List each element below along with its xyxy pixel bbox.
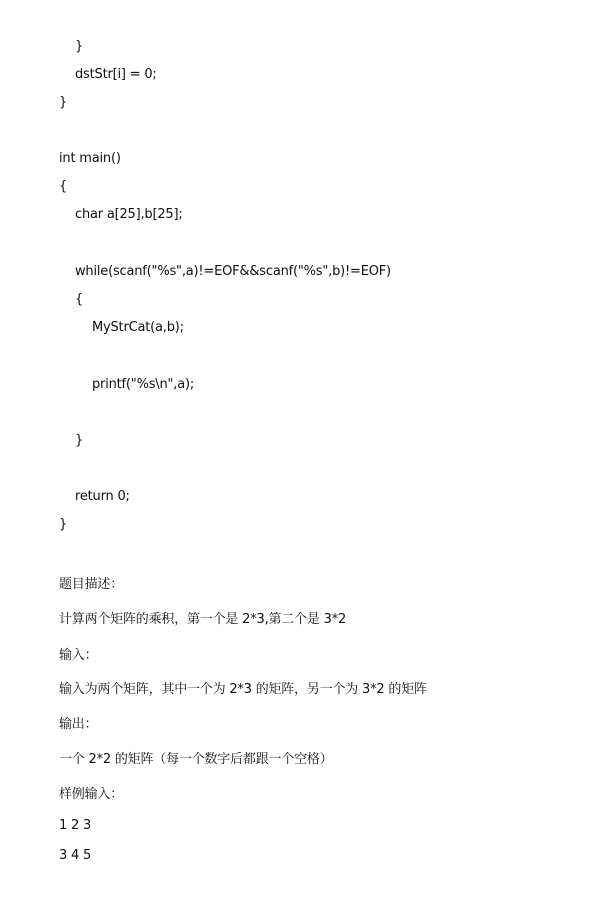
code-line: } [75,39,84,54]
code-line: dstStr[i] = 0; [75,67,157,82]
code-line: return 0; [75,489,130,504]
code-line: char a[25],b[25]; [75,207,183,222]
code-line: { [59,179,68,194]
code-line: } [75,433,84,448]
sample-input-heading: 样例输入： [59,787,124,802]
output-text: 一个 2*2 的矩阵（每一个数字后都跟一个空格） [59,752,333,767]
code-line: } [59,517,68,532]
description-text: 计算两个矩阵的乘积，第一个是 2*3,第二个是 3*2 [59,612,347,627]
code-line: printf("%s\n",a); [92,377,195,392]
sample-input-line: 1 2 3 [59,818,92,833]
code-line: { [75,292,84,307]
code-line: } [59,95,68,110]
code-line: MyStrCat(a,b); [92,320,184,335]
output-heading: 输出： [59,717,98,732]
input-heading: 输入： [59,648,98,663]
code-line: while(scanf("%s",a)!=EOF&&scanf("%s",b)!=EOF) [75,264,391,279]
code-line: int main() [59,151,121,166]
description-heading: 题目描述： [59,577,124,592]
sample-input-line: 3 4 5 [59,848,92,863]
input-text: 输入为两个矩阵，其中一个为 2*3 的矩阵，另一个为 3*2 的矩阵 [59,682,427,697]
